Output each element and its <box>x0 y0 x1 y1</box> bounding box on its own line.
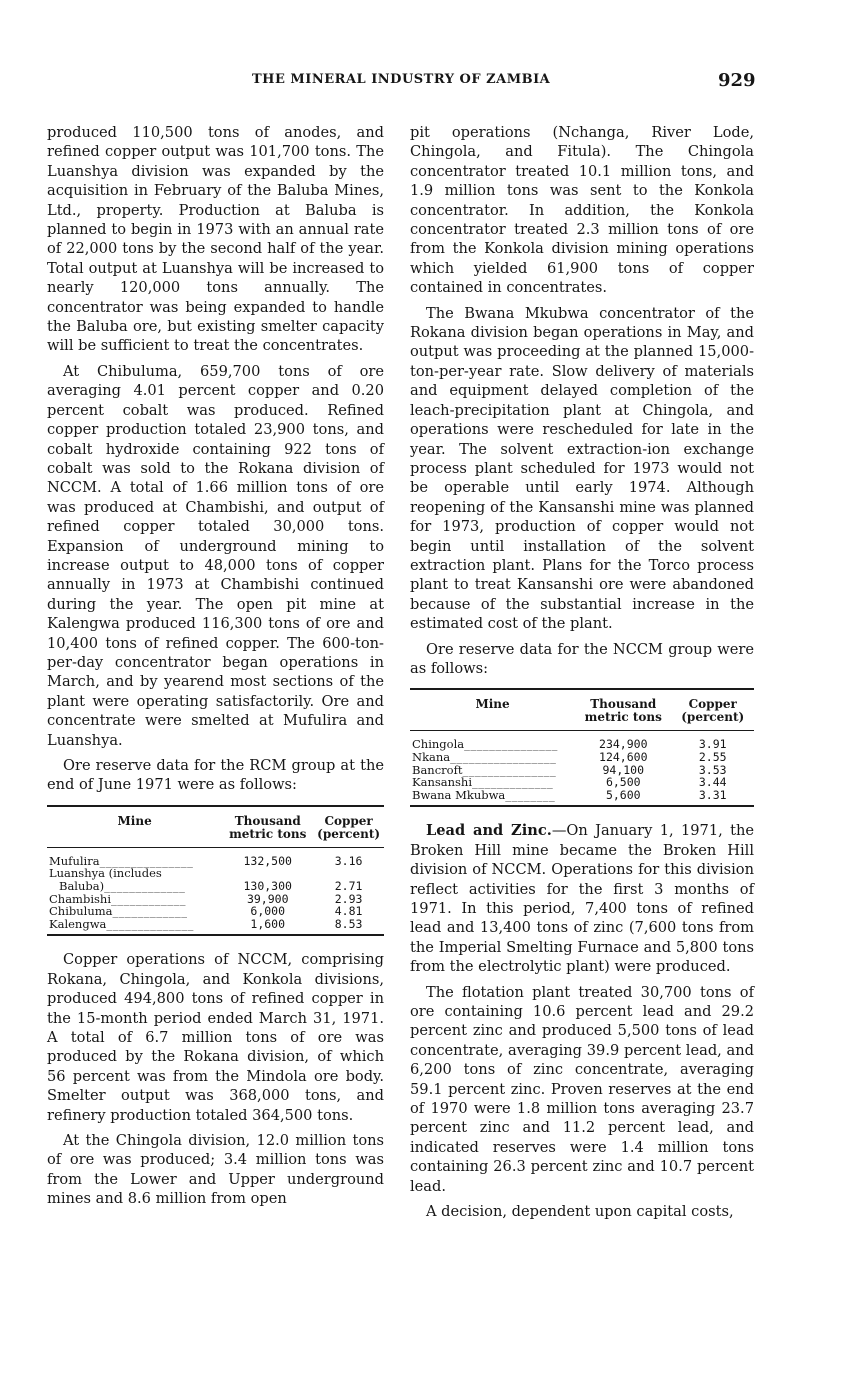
mine-name: Bancroft <box>412 762 463 777</box>
paragraph <box>410 821 754 976</box>
table-row <box>410 731 754 751</box>
tons-value: 6,500 <box>605 775 641 790</box>
copper-value: 4.81 <box>334 904 363 919</box>
table-row <box>410 789 754 807</box>
mine-name: Luanshya (includes <box>49 866 162 881</box>
tons-value: 130,300 <box>243 879 292 893</box>
dot-leader: ____________ <box>112 904 188 919</box>
nccm-ore-reserve-table <box>410 688 754 807</box>
mine-name: Mufulira <box>49 853 100 868</box>
dot-leader: _______________ <box>462 762 557 777</box>
table-header-mine: Mine <box>47 806 222 848</box>
tons-value: 234,900 <box>599 737 648 752</box>
dot-leader: ________ <box>505 787 556 802</box>
dot-leader: _______________ <box>99 853 194 868</box>
tons-value: 6,000 <box>250 904 286 919</box>
table-header-tons: Thousand metric tons <box>575 689 671 731</box>
paragraph: pit operations (Nchanga, River Lode, Chingola, and Fitula). The Chingola concentrator treated 10.1 million tons, and 1.9 million tons was sent to the Konkola concentrator. In addition, the Konkola concentrator treated 2.3 million tons of ore from the Konkola division mining operations which yielded 61,900 tons of copper contained in concentrates. <box>410 124 754 297</box>
tons-value: 132,500 <box>243 853 292 868</box>
copper-value: 3.16 <box>334 853 363 868</box>
dot-leader: ____________ <box>111 891 186 906</box>
paragraph: Ore reserve data for the NCCM group were as follows: <box>410 640 754 677</box>
copper-value: 3.53 <box>698 762 727 777</box>
table-header-copper: Copper (percent) <box>671 689 754 731</box>
copper-value: 3.91 <box>698 737 727 752</box>
paragraph: Ore reserve data for the RCM group at the end of June 1971 were as follows: <box>47 757 384 794</box>
running-head: THE MINERAL INDUSTRY OF ZAMBIA <box>252 72 551 87</box>
paragraph: produced 110,500 tons of anodes, and refined copper output was 101,700 tons. The Luanshya division was expanded by the acquisition in February of the Baluba Mines, Ltd., property. Production at Baluba is planned to begin in 1973 with an annual rate of 22,000 tons by the second half of the year. Total output at Luanshya will be increased to nearly 120,000 tons annually. The concentrator was being expanded to handle the Baluba ore, but existing smelter capacity will be sufficient to treat the concentrates. <box>47 124 384 355</box>
dot-leader: _________________ <box>450 749 557 764</box>
copper-value: 3.44 <box>698 775 727 790</box>
mine-name: Baluba) <box>59 879 105 893</box>
table-row <box>47 847 384 867</box>
table-header-copper: Copper (percent) <box>313 806 384 848</box>
dot-leader: _____________ <box>104 879 186 893</box>
paragraph-text: —On January 1, 1971, the Broken Hill mine became the Broken Hill division of NCCM. Operations for this division reflect activities for the first 3 months of 1971. In this period, 7,400 tons of refined lead and 13,400 tons of zinc (7,600 tons from the Imperial Smelting Furnace and 5,800 tons from the electrolytic plant) were produced. <box>410 822 754 976</box>
paragraph: At the Chingola division, 12.0 million tons of ore was produced; 3.4 million tons was from the Lower and Upper underground mines and 8.6 million from open <box>47 1132 384 1208</box>
mine-name: Kalengwa <box>49 916 107 931</box>
copper-value: 3.31 <box>698 787 727 802</box>
mine-name: Bwana Mkubwa <box>412 787 506 802</box>
tons-value: 124,600 <box>599 749 648 764</box>
table-header-tons: Thousand metric tons <box>222 806 313 848</box>
paragraph: Copper operations of NCCM, comprising Rokana, Chingola, and Konkola divisions, produced 494,800 tons of refined copper in the 15-month period ended March 31, 1971. A total of 6.7 million tons of ore was produced by the Rokana division, of which 56 percent was from the Mindola ore body. Smelter output was 368,000 tons, and refinery production totaled 364,500 tons. <box>47 951 384 1124</box>
tons-value: 1,600 <box>250 916 286 931</box>
dot-leader: ______________ <box>106 916 194 931</box>
copper-value: 2.93 <box>334 891 363 906</box>
right-column <box>410 123 754 1227</box>
paragraph: At Chibuluma, 659,700 tons of ore averaging 4.01 percent copper and 0.20 percent cobalt was produced. Refined copper production totaled 23,900 tons, and cobalt hydroxide containing 922 tons of cobalt was sold to the Rokana division of NCCM. A total of 1.66 million tons of ore was produced at Chambishi, and output of refined copper totaled 30,000 tons. Expansion of underground mining to increase output to 48,000 tons of copper annually in 1973 at Chambishi continued during the year. The open pit mine at Kalengwa produced 116,300 tons of ore and 10,400 tons of refined copper. The 600-ton-per-day concentrator began operations in March, and by yearend most sections of the plant were operating satisfactorily. Ore and concentrate were smelted at Mufulira and Luanshya. <box>47 362 384 749</box>
mine-name: Kansanshi <box>412 775 473 790</box>
section-run-in-heading: Lead and Zinc. <box>426 822 552 840</box>
dot-leader: _______________ <box>464 737 558 752</box>
tons-value: 94,100 <box>602 762 645 777</box>
tons-value: 5,600 <box>605 787 641 802</box>
mine-name: Chibuluma <box>49 904 113 919</box>
copper-value: 8.53 <box>334 916 363 931</box>
copper-value: 2.55 <box>698 749 727 764</box>
paragraph: A decision, dependent upon capital costs, <box>426 1203 734 1221</box>
left-column <box>47 123 384 1215</box>
paragraph: The Bwana Mkubwa concentrator of the Rokana division began operations in May, and output was proceeding at the planned 15,000-ton-per-year rate. Slow delivery of materials and equipment delayed completion of the leach-precipitation plant at Chingola, and operations were rescheduled for late in the year. The solvent extraction-ion exchange process plant scheduled for 1973 would not be operable until early 1974. Although reopening of the Kansanshi mine was planned for 1973, production of copper would not begin until installation of the solvent extraction plant. Plans for the Torco process plant to treat Kansanshi ore were abandoned because of the substantial increase in the estimated cost of the plant. <box>410 304 754 633</box>
table-header-mine: Mine <box>410 689 575 731</box>
paragraph: The flotation plant treated 30,700 tons of ore containing 10.6 percent lead and 29.2 percent zinc and produced 5,500 tons of lead concentrate, averaging 39.9 percent lead, and 6,200 tons of zinc concentrate, averaging 59.1 percent zinc. Proven reserves at the end of 1970 were 1.8 million tons averaging 23.7 percent zinc and 11.2 percent lead, and indicated reserves were 1.4 million tons containing 26.3 percent zinc and 10.7 percent lead. <box>410 983 754 1195</box>
tons-value: 39,900 <box>246 891 289 906</box>
copper-value: 2.71 <box>334 879 363 893</box>
mine-name: Nkana <box>412 749 451 764</box>
mine-name: Chambishi <box>49 891 111 906</box>
dot-leader: _____________ <box>472 775 554 790</box>
rcm-ore-reserve-table <box>47 805 384 937</box>
mine-name: Chingola <box>412 737 465 752</box>
page-number: 929 <box>718 70 756 91</box>
table-row <box>47 918 384 936</box>
